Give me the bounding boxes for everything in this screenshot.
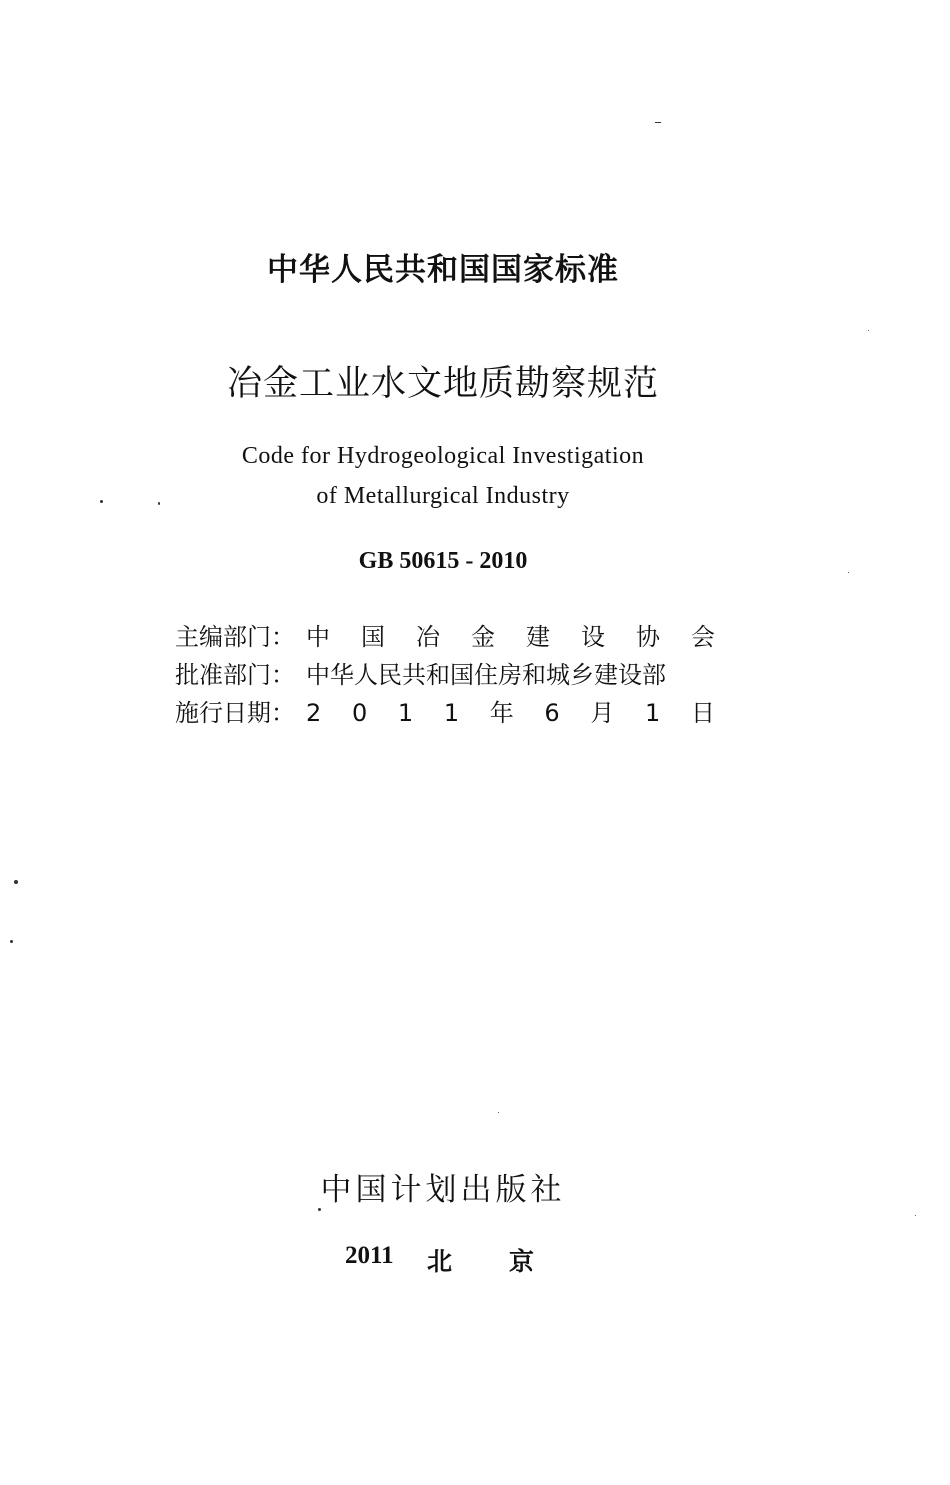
date-char: 0 — [351, 699, 368, 727]
effective-date-label: 施行日期： — [175, 699, 295, 727]
editor-char: 金 — [471, 623, 495, 651]
document-title-english — [0, 436, 886, 516]
imprint-line — [345, 1242, 534, 1278]
date-char: 1 — [397, 699, 414, 727]
scan-speck — [14, 880, 18, 884]
scan-speck — [100, 500, 103, 503]
approver-row — [175, 656, 715, 694]
imprint-city-char-2: 京 — [509, 1247, 535, 1276]
editor-char: 协 — [636, 623, 660, 651]
editor-char: 冶 — [416, 623, 440, 651]
publication-info — [175, 618, 715, 732]
editor-row — [175, 618, 715, 656]
scan-speck — [655, 122, 661, 123]
date-char: 日 — [690, 699, 715, 727]
date-char: 1 — [645, 699, 661, 727]
approver-value: 中华人民共和国住房和城乡建设部 — [306, 661, 666, 689]
effective-date-value — [306, 694, 715, 732]
imprint-city-char-1: 北 — [427, 1247, 453, 1276]
editor-char: 建 — [526, 623, 550, 651]
imprint-year: 2011 — [345, 1242, 394, 1269]
editor-char: 会 — [691, 623, 715, 651]
editor-label: 主编部门： — [175, 623, 295, 651]
scan-speck — [318, 1208, 321, 1211]
date-char: 6 — [544, 699, 560, 727]
scan-speck — [868, 330, 869, 331]
date-char: 年 — [489, 699, 514, 727]
document-title-chinese: 冶金工业水文地质勘察规范 — [226, 364, 659, 404]
scan-speck — [848, 572, 849, 573]
date-char: 月 — [590, 699, 615, 727]
scan-speck — [158, 502, 160, 505]
publisher-name: 中国计划出版社 — [320, 1172, 566, 1208]
editor-char: 中 — [306, 623, 330, 651]
editor-char: 设 — [581, 623, 605, 651]
editor-char: 国 — [361, 623, 385, 651]
date-char: 1 — [443, 699, 460, 727]
date-char: 2 — [306, 699, 322, 727]
standard-number: GB 50615 - 2010 — [358, 548, 528, 574]
title-en-line-1: Code for Hydrogeological Investigation — [241, 443, 645, 469]
effective-date-row — [175, 694, 715, 732]
scan-speck — [10, 940, 13, 943]
scan-speck — [915, 1215, 916, 1216]
scan-speck — [498, 1112, 499, 1113]
editor-value — [306, 618, 715, 656]
standard-series-heading: 中华人民共和国国家标准 — [267, 252, 619, 288]
approver-label: 批准部门： — [175, 661, 295, 689]
title-en-line-2: of Metallurgical Industry — [316, 483, 570, 509]
